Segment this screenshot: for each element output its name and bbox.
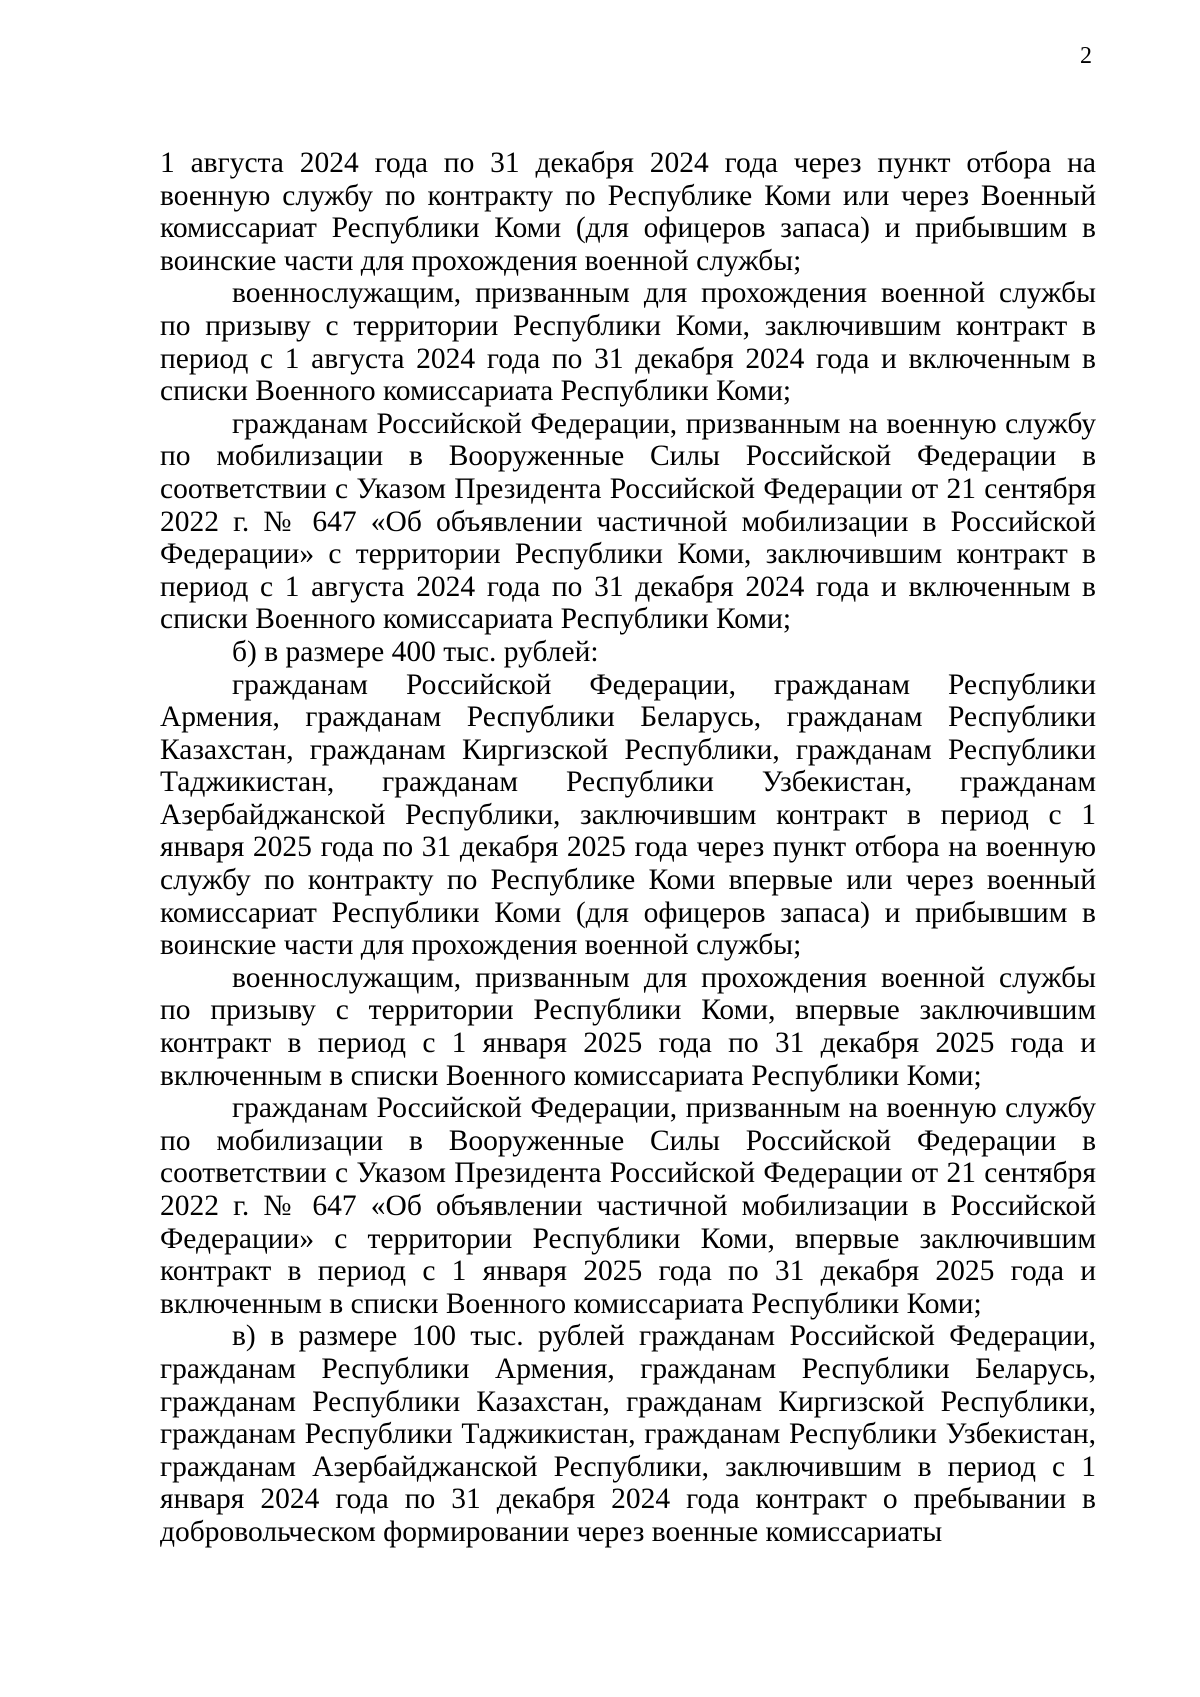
- paragraph-conscripts-2025: военнослужащим, призванным для прохождения военной службы по призыву с территории Республики Коми, впервые заключившим контракт в период с 1 января 2025 года по 31 декабря 2025 года и включенным в списки Военного комиссариата Республики Коми;: [160, 961, 1096, 1092]
- document-body: [160, 147, 1096, 1549]
- paragraph-item-v: в) в размере 100 тыс. рублей гражданам Российской Федерации, гражданам Республики Армения, гражданам Республики Беларусь, гражданам Республики Казахстан, гражданам Киргизской Республики, гражданам Республики Таджикистан, гражданам Республики Узбекистан, гражданам Азербайджанской Республики, заключившим в период с 1 января 2024 года по 31 декабря 2024 года контракт о пребывании в добровольческом формировании через военные комиссариаты: [160, 1320, 1096, 1548]
- paragraph-item-b: б) в размере 400 тыс. рублей:: [232, 635, 599, 668]
- paragraph-continuation: 1 августа 2024 года по 31 декабря 2024 года через пункт отбора на военную службу по контракту по Республике Коми или через Военный комиссариат Республики Коми (для офицеров запаса) и прибывшим в воинские части для прохождения военной службы;: [160, 147, 1096, 277]
- paragraph-citizens-2025: гражданам Российской Федерации, гражданам Республики Армения, гражданам Республики Беларусь, гражданам Республики Казахстан, гражданам Киргизской Республики, гражданам Республики Таджикистан, гражданам Республики Узбекистан, гражданам Азербайджанской Республики, заключившим контракт в период с 1 января 2025 года по 31 декабря 2025 года через пункт отбора на военную службу по контракту по Республике Коми впервые или через военный комиссариат Республики Коми (для офицеров запаса) и прибывшим в воинские части для прохождения военной службы;: [160, 668, 1096, 962]
- paragraph-mobilized-2024: гражданам Российской Федерации, призванным на военную службу по мобилизации в Вооруженные Силы Российской Федерации в соответствии с Указом Президента Российской Федерации от 21 сентября 2022 г. № 647 «Об объявлении частичной мобилизации в Российской Федерации» с территории Республики Коми, заключившим контракт в период с 1 августа 2024 года по 31 декабря 2024 года и включенным в списки Военного комиссариата Республики Коми;: [160, 407, 1096, 636]
- paragraph-mobilized-2025: гражданам Российской Федерации, призванным на военную службу по мобилизации в Вооруженные Силы Российской Федерации в соответствии с Указом Президента Российской Федерации от 21 сентября 2022 г. № 647 «Об объявлении частичной мобилизации в Российской Федерации» с территории Республики Коми, впервые заключившим контракт в период с 1 января 2025 года по 31 декабря 2025 года и включенным в списки Военного комиссариата Республики Коми;: [160, 1092, 1096, 1320]
- page-number: 2: [1080, 43, 1092, 69]
- paragraph-conscripts-2024: военнослужащим, призванным для прохождения военной службы по призыву с территории Республики Коми, заключившим контракт в период с 1 августа 2024 года по 31 декабря 2024 года и включенным в списки Военного комиссариата Республики Коми;: [160, 277, 1096, 408]
